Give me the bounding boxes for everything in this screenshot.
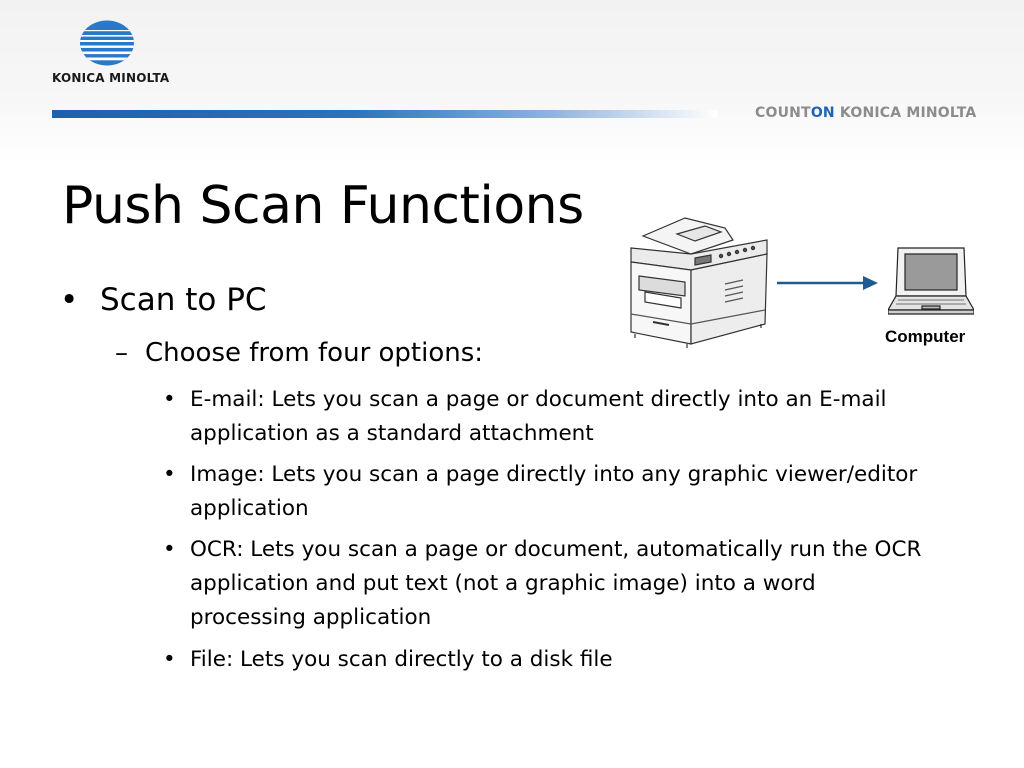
option-text: File: Lets you scan directly to a disk file bbox=[190, 647, 613, 672]
option-text: E-mail: Lets you scan a page or document directly into an E-mail application as a standard attachment bbox=[190, 387, 887, 446]
dash-marker: – bbox=[115, 338, 128, 368]
tagline-prefix: COUNT bbox=[755, 105, 811, 121]
printer-icon bbox=[625, 214, 770, 352]
tagline-suffix: KONICA MINOLTA bbox=[834, 105, 977, 121]
computer-label: Computer bbox=[885, 327, 966, 346]
bullet-marker: • bbox=[163, 462, 176, 487]
bullet-text: Choose from four options: bbox=[145, 338, 484, 368]
bullet-marker: • bbox=[60, 282, 79, 318]
option-text: OCR: Lets you scan a page or document, automatically run the OCR application and put text (not a graphic image) into a word processing application bbox=[190, 537, 922, 630]
bullet-marker: • bbox=[163, 647, 176, 672]
konica-minolta-globe-icon bbox=[79, 20, 135, 66]
tagline-on: ON bbox=[810, 105, 835, 121]
arrow-right-icon bbox=[775, 275, 880, 291]
option-text: Image: Lets you scan a page directly into any graphic viewer/editor application bbox=[190, 462, 918, 521]
tagline bbox=[755, 105, 976, 121]
bullet-text: Scan to PC bbox=[100, 282, 267, 318]
logo-text: KONICA MINOLTA bbox=[52, 71, 170, 85]
slide-title: Push Scan Functions bbox=[62, 176, 584, 236]
laptop-icon bbox=[888, 244, 974, 322]
bullet-marker: • bbox=[163, 387, 176, 412]
header-rule bbox=[52, 110, 717, 118]
bullet-marker: • bbox=[163, 537, 176, 562]
